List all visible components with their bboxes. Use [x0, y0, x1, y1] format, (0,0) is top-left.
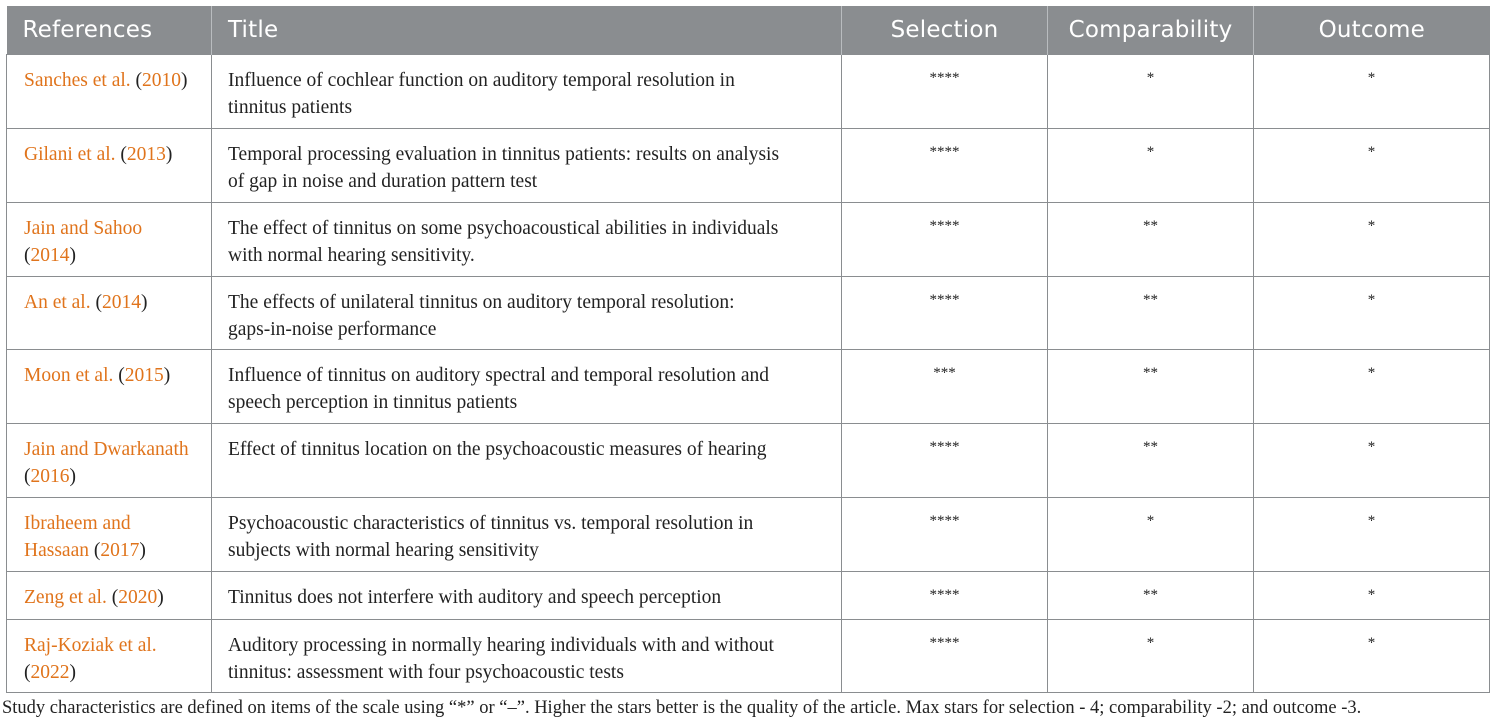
title-cell: [212, 350, 842, 424]
reference-cell: [7, 572, 212, 620]
reference-author-link[interactable]: Ibraheem and Hassaan: [24, 513, 131, 561]
title-line-2: subjects with normal hearing sensitivity: [228, 540, 539, 561]
reference-close-paren: ): [69, 245, 76, 266]
reference-close-paren: ): [163, 365, 171, 386]
title-line-1: Tinnitus does not interfere with auditory and speech perception: [228, 587, 722, 608]
quality-assessment-table: [6, 6, 1490, 693]
header-references: References: [7, 6, 212, 55]
title-line-1: The effects of unilateral tinnitus on auditory temporal resolution:: [228, 292, 735, 313]
title-line-2: of gap in noise and duration pattern test: [228, 171, 538, 192]
reference-open-paren: (: [120, 144, 127, 165]
title-line-2: gaps-in-noise performance: [228, 319, 437, 340]
reference-author-link[interactable]: Zeng et al.: [24, 587, 107, 608]
reference-open-paren: (: [24, 466, 31, 487]
reference-open-paren: (: [118, 365, 125, 386]
reference-cell: [7, 350, 212, 424]
reference-cell: [7, 277, 212, 350]
header-comparability: Comparability: [1048, 6, 1254, 55]
comparability-stars: *: [1048, 498, 1254, 572]
reference-close-paren: ): [181, 70, 188, 91]
title-line-2: speech perception in tinnitus patients: [228, 392, 518, 413]
reference-close-paren: ): [69, 662, 76, 683]
title-line-1: Influence of cochlear function on auditory temporal resolution in: [228, 70, 735, 91]
comparability-stars: *: [1048, 129, 1254, 203]
reference-author-link[interactable]: Jain and Sahoo: [24, 218, 143, 239]
reference-cell: [7, 203, 212, 277]
reference-cell: [7, 55, 212, 129]
title-cell: [212, 498, 842, 572]
selection-stars: ****: [842, 572, 1048, 620]
reference-open-paren: (: [135, 70, 143, 91]
title-cell: [212, 424, 842, 498]
title-line-1: Influence of tinnitus on auditory spectral and temporal resolution and: [228, 365, 769, 386]
selection-stars: ****: [842, 277, 1048, 350]
reference-close-paren: ): [157, 587, 164, 608]
selection-stars: ****: [842, 620, 1048, 693]
reference-cell: [7, 620, 212, 693]
header-outcome: Outcome: [1254, 6, 1490, 55]
selection-stars: ****: [842, 498, 1048, 572]
title-line-2: with normal hearing sensitivity.: [228, 245, 475, 266]
selection-stars: ****: [842, 129, 1048, 203]
comparability-stars: *: [1048, 620, 1254, 693]
reference-close-paren: ): [140, 292, 148, 313]
title-line-1: Psychoacoustic characteristics of tinnitus vs. temporal resolution in: [228, 513, 754, 534]
reference-year-link[interactable]: 2014: [101, 292, 141, 313]
reference-year-link[interactable]: 2017: [100, 540, 140, 561]
table-row: [7, 498, 1490, 572]
outcome-stars: *: [1254, 498, 1490, 572]
table-row: [7, 620, 1490, 693]
outcome-stars: *: [1254, 203, 1490, 277]
title-line-1: Temporal processing evaluation in tinnitus patients: results on analysis: [228, 144, 780, 165]
reference-close-paren: ): [139, 540, 146, 561]
title-cell: [212, 277, 842, 350]
comparability-stars: **: [1048, 424, 1254, 498]
outcome-stars: *: [1254, 129, 1490, 203]
reference-author-link[interactable]: Moon et al.: [24, 365, 114, 386]
table-row: [7, 203, 1490, 277]
selection-stars: ****: [842, 55, 1048, 129]
reference-cell: [7, 498, 212, 572]
title-line-1: Effect of tinnitus location on the psychoacoustic measures of hearing: [228, 439, 767, 460]
header-selection: Selection: [842, 6, 1048, 55]
table-row: [7, 55, 1490, 129]
title-cell: [212, 572, 842, 620]
table-header-row: [7, 6, 1490, 55]
table-row: [7, 129, 1490, 203]
reference-author-link[interactable]: An et al.: [24, 292, 91, 313]
reference-open-paren: (: [93, 540, 101, 561]
table-row: [7, 350, 1490, 424]
table-caption: Study characteristics are defined on items of the scale using “*” or “–”. Higher the stars better is the quality of the article. Max stars for selection - 4; comparability -2; and outcome -3.: [2, 698, 1362, 718]
quality-table-container: [6, 6, 1489, 693]
reference-open-paren: (: [24, 662, 31, 683]
header-title: Title: [212, 6, 842, 55]
outcome-stars: *: [1254, 55, 1490, 129]
title-cell: [212, 620, 842, 693]
title-line-1: Auditory processing in normally hearing individuals with and without: [228, 635, 774, 656]
selection-stars: ****: [842, 203, 1048, 277]
outcome-stars: *: [1254, 277, 1490, 350]
outcome-stars: *: [1254, 572, 1490, 620]
title-line-2: tinnitus patients: [228, 97, 353, 118]
title-cell: [212, 55, 842, 129]
reference-year-link[interactable]: 2014: [30, 245, 70, 266]
comparability-stars: **: [1048, 203, 1254, 277]
outcome-stars: *: [1254, 350, 1490, 424]
reference-year-link[interactable]: 2016: [30, 466, 70, 487]
comparability-stars: *: [1048, 55, 1254, 129]
reference-year-link[interactable]: 2013: [126, 144, 166, 165]
table-row: [7, 424, 1490, 498]
reference-open-paren: (: [111, 587, 119, 608]
reference-author-link[interactable]: Sanches et al.: [24, 70, 131, 91]
outcome-stars: *: [1254, 620, 1490, 693]
title-cell: [212, 203, 842, 277]
reference-year-link[interactable]: 2010: [142, 70, 182, 91]
comparability-stars: **: [1048, 572, 1254, 620]
reference-author-link[interactable]: Gilani et al.: [24, 144, 116, 165]
title-cell: [212, 129, 842, 203]
title-line-2: tinnitus: assessment with four psychoacoustic tests: [228, 662, 624, 683]
comparability-stars: **: [1048, 277, 1254, 350]
reference-close-paren: ): [69, 466, 76, 487]
comparability-stars: **: [1048, 350, 1254, 424]
reference-year-link[interactable]: 2022: [30, 662, 70, 683]
reference-author-link[interactable]: Jain and Dwarkanath: [24, 439, 189, 460]
reference-close-paren: ): [165, 144, 173, 165]
reference-cell: [7, 424, 212, 498]
reference-cell: [7, 129, 212, 203]
reference-open-paren: (: [24, 245, 31, 266]
outcome-stars: *: [1254, 424, 1490, 498]
table-row: [7, 277, 1490, 350]
selection-stars: ***: [842, 350, 1048, 424]
selection-stars: ****: [842, 424, 1048, 498]
table-row: [7, 572, 1490, 620]
title-line-1: The effect of tinnitus on some psychoacoustical abilities in individuals: [228, 218, 779, 239]
reference-year-link[interactable]: 2020: [118, 587, 158, 608]
reference-author-link[interactable]: Raj-Koziak et al.: [24, 635, 157, 656]
reference-open-paren: (: [95, 292, 102, 313]
reference-year-link[interactable]: 2015: [124, 365, 164, 386]
